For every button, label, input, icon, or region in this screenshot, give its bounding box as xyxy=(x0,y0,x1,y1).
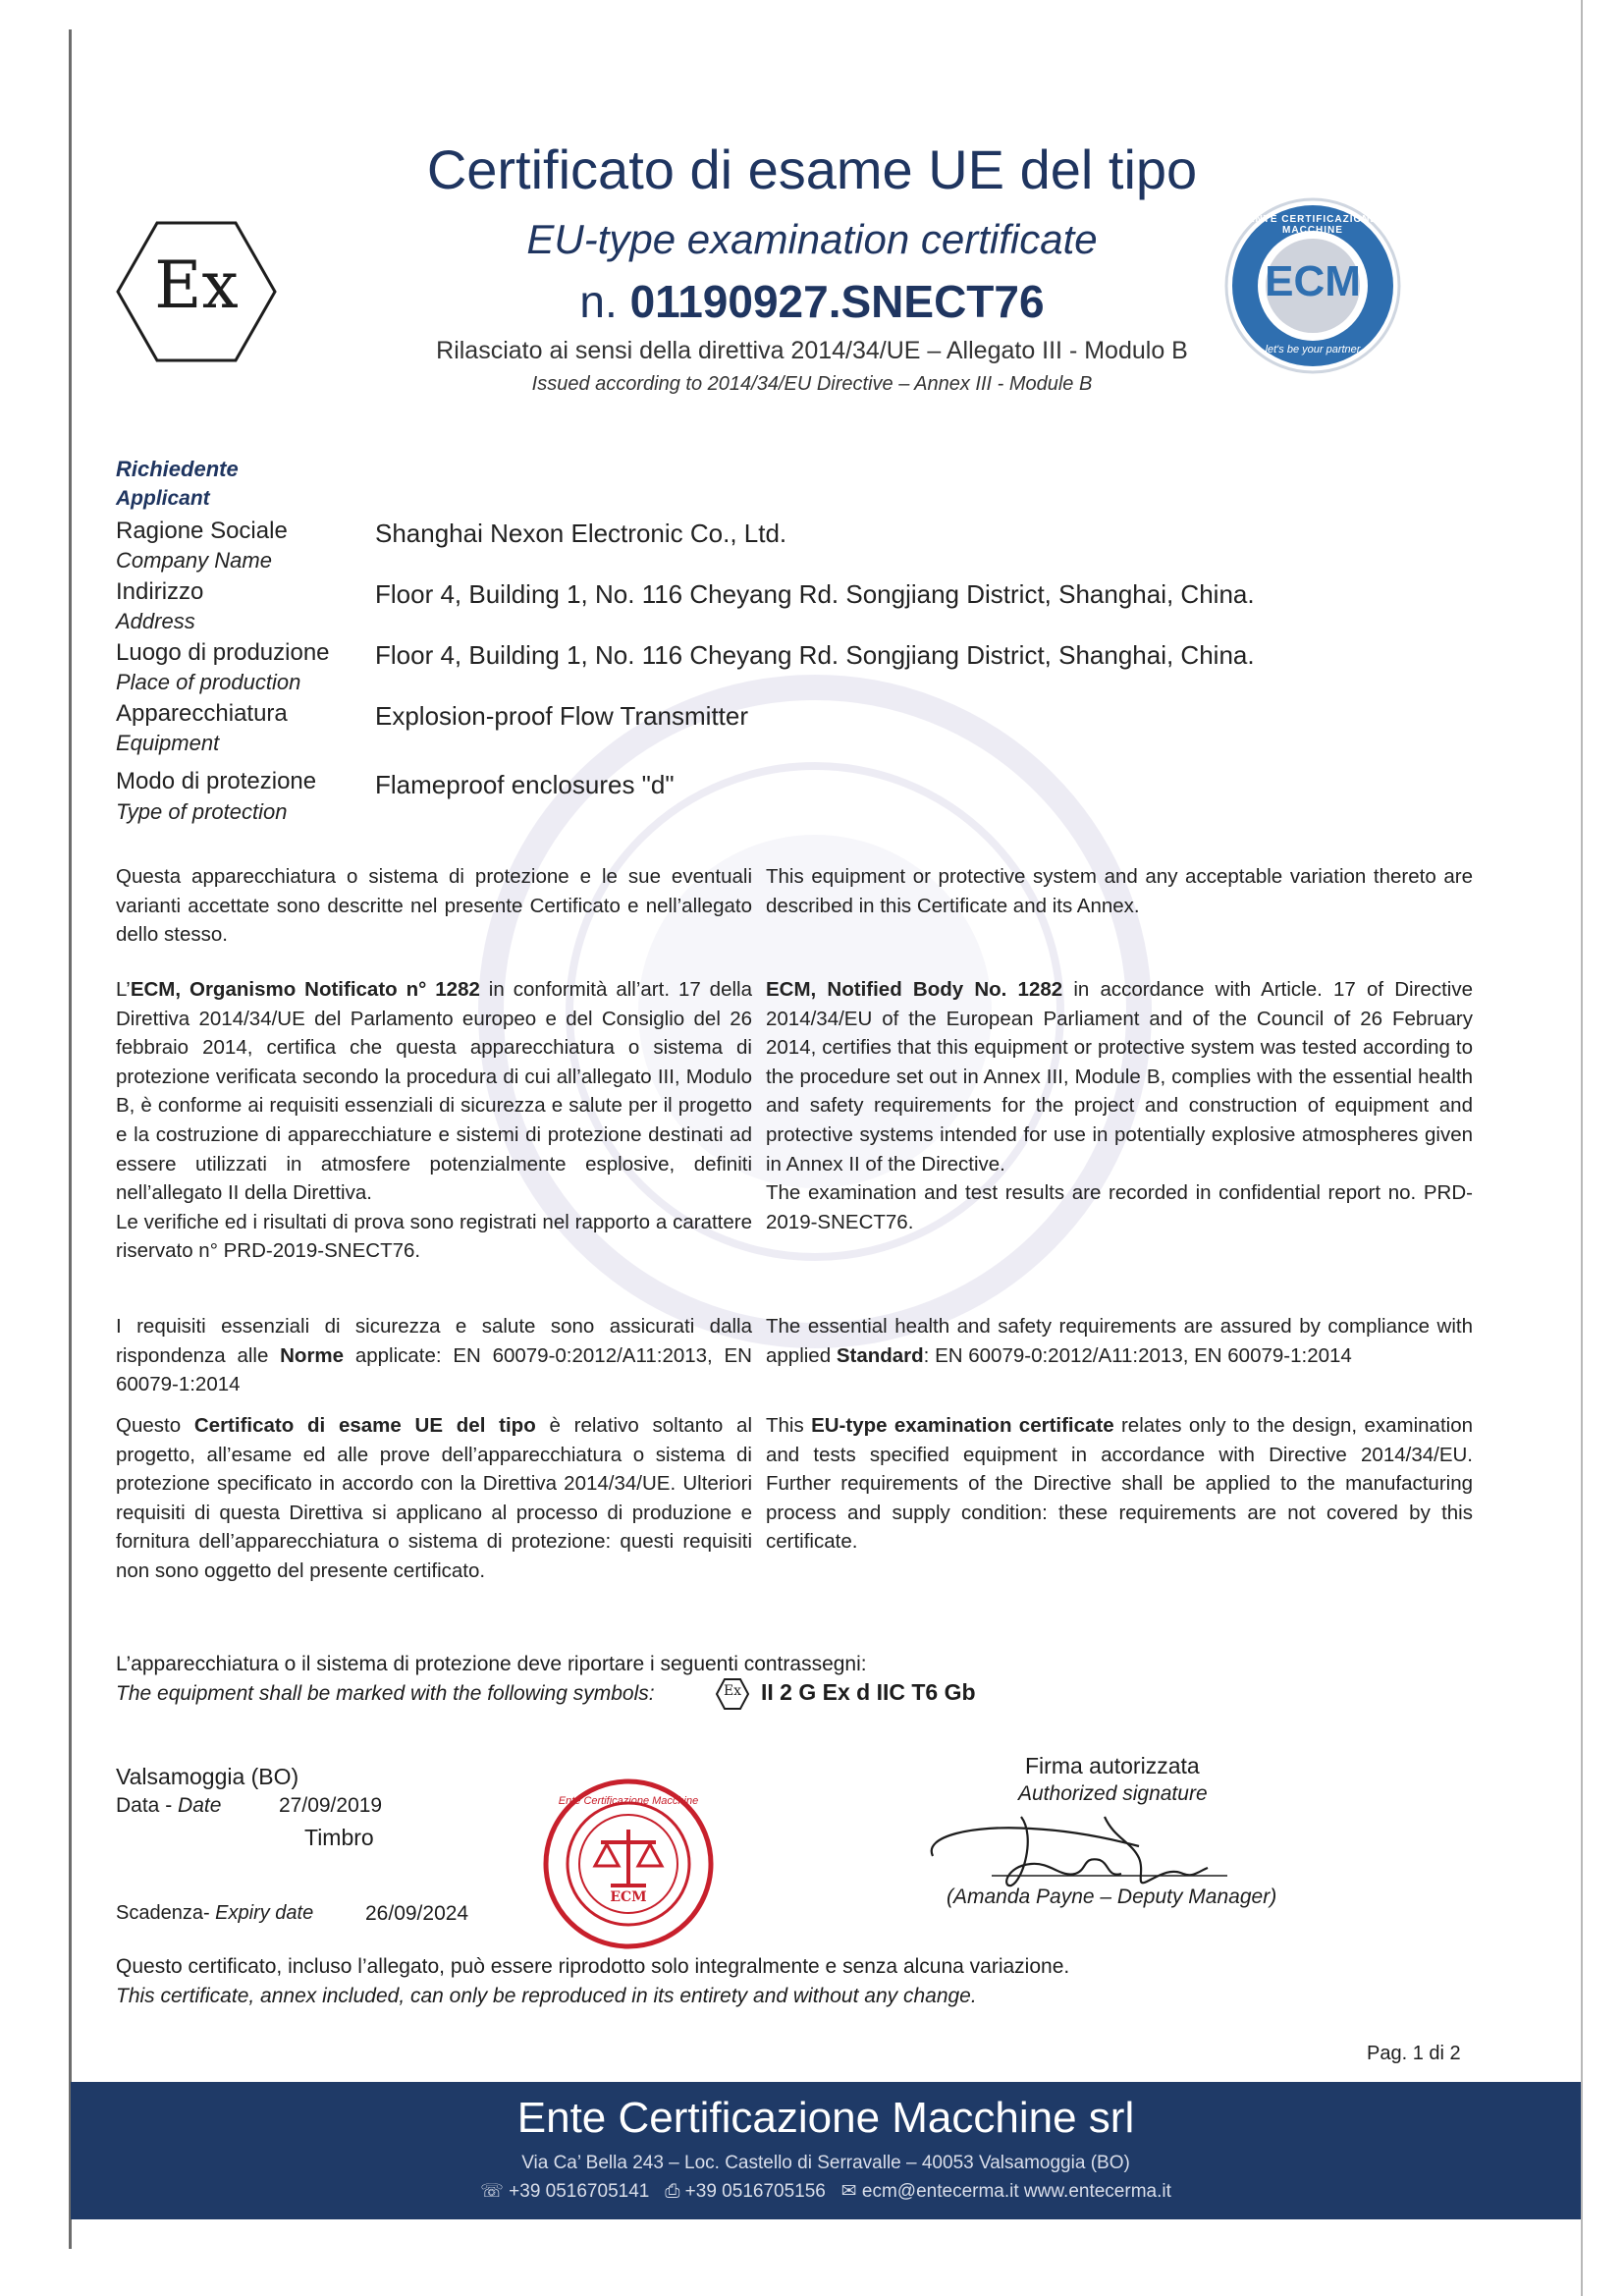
stamp-label: Timbro xyxy=(304,1825,374,1850)
footer-email[interactable]: ecm@entecerma.it xyxy=(861,2181,1019,2202)
footer-address: Via Ca’ Bella 243 – Loc. Castello di Serravalle – 40053 Valsamoggia (BO) xyxy=(521,2153,1130,2173)
signature-label-en: Authorized signature xyxy=(1018,1782,1208,1805)
applicant-heading-it: Richiedente xyxy=(116,457,239,481)
equipment-label-it: Apparecchiatura xyxy=(116,700,288,727)
paragraph-notified-body-it: L’ECM, Organismo Notificato n° 1282 in conformità all’art. 17 della Direttiva 2014/34/UE del Parlamento europeo e del Consiglio del 26 febbraio 2014, certifica che questa apparecchiatura o sistema di protezione verificata secondo la procedura di cui all’allegato III, Modulo B, è conforme ai requisiti essenziali di sicurezza e salute per il progetto e la costruzione di apparecchiature e sistemi di protezione destinati ad essere utilizzati in atmosfere potenzialmente esplosive, definiti nell’allegato II della Direttiva. Le verifiche ed i risultati di prova sono registrati nel rapporto a carattere riservato n° PRD-2019-SNECT76. xyxy=(116,978,752,1263)
footer-contacts xyxy=(71,2180,1581,2203)
page-number: Pag. 1 di 2 xyxy=(1367,2043,1461,2064)
fax-icon: ⎙ xyxy=(665,2181,680,2202)
footer-fax: +39 0516705156 xyxy=(684,2181,826,2202)
paragraph-standards-en: The essential health and safety requirements are assured by compliance with applied Standard: EN 60079-0:2012/A11:2013, EN 60079-1:2014 xyxy=(766,1315,1473,1367)
production-label-en: Place of production xyxy=(116,670,301,694)
marking-line-en: The equipment shall be marked with the following symbols: xyxy=(116,1682,655,1705)
number-value: 01190927.SNECT76 xyxy=(629,276,1045,327)
number-prefix: n. xyxy=(579,276,618,327)
paragraph-certificate-it: Questo Certificato di esame UE del tipo è relativo soltanto al progetto, all’esame ed alle prove dell’apparecchiatura o sistema di protezione specificato in accordo con la Direttiva 2014/34/UE. Ulteriori requisiti di questa Direttiva si applicano al processo di produzione e fornitura dell’apparecchiatura o sistema di protezione: questi requisiti non sono oggetto del presente certificato. xyxy=(116,1414,752,1582)
address-label-en: Address xyxy=(116,609,195,633)
footer-company-name: Ente Certificazione Macchine srl xyxy=(516,2094,1135,2142)
company-name-label-en: Company Name xyxy=(116,548,272,573)
applicant-heading-en: Applicant xyxy=(116,487,210,510)
signer-name: (Amanda Payne – Deputy Manager) xyxy=(947,1886,1277,1908)
paragraph-notified-body-en: ECM, Notified Body No. 1282 in accordance with Article. 17 of Directive 2014/34/EU of the European Parliament and of the Council of 26 February 2014, certifies that this equipment or protective system was tested according to the procedure set out in Annex III, Module B, complies with the essential health and safety requirements for the project and construction of equipment and protective systems intended for use in potentially explosive atmospheres given in Annex II of the Directive. The examination and test results are recorded in confidential report no. PRD-2019-SNECT76. xyxy=(766,978,1473,1233)
stamp-ring-text: Ente Certificazione Macchine xyxy=(558,1795,699,1807)
signature-label-it: Firma autorizzata xyxy=(1025,1753,1200,1778)
reproduction-it: Questo certificato, incluso l’allegato, può essere riprodotto solo integralmente e senza alcuna variazione. xyxy=(116,1955,1070,1978)
company-footer-band xyxy=(71,2082,1581,2219)
equipment-label-en: Equipment xyxy=(116,731,220,755)
certificate-number xyxy=(0,275,1624,328)
paragraph-standards-it: I requisiti essenziali di sicurezza e salute sono assicurati dalla rispondenza alle Norme applicate: EN 60079-0:2012/A11:2013, EN 60079-1:2014 xyxy=(116,1315,752,1396)
phone-icon: ☏ xyxy=(480,2181,504,2202)
place: Valsamoggia (BO) xyxy=(116,1764,299,1789)
title-english: EU-type examination certificate xyxy=(526,216,1098,262)
address-label-it: Indirizzo xyxy=(116,578,204,605)
expiry-value: 26/09/2024 xyxy=(365,1902,469,1925)
paragraph-scope-en: This equipment or protective system and any acceptable variation thereto are described in this Certificate and its Annex. xyxy=(766,865,1473,917)
ecm-badge-ring-text: ENTE CERTIFICAZIONE MACCHINE xyxy=(1247,214,1379,236)
protection-label-en: Type of protection xyxy=(116,799,288,824)
issued-english: Issued according to 2014/34/EU Directive – Annex III - Module B xyxy=(531,373,1093,395)
email-icon: ✉ xyxy=(840,2181,857,2202)
production-label-it: Luogo di produzione xyxy=(116,639,330,666)
company-name-value: Shanghai Nexon Electronic Co., Ltd. xyxy=(375,519,787,548)
equipment-value: Explosion-proof Flow Transmitter xyxy=(375,701,749,731)
title-italian: Certificato di esame UE del tipo xyxy=(426,138,1198,200)
company-name-label-it: Ragione Sociale xyxy=(116,518,288,544)
expiry-label: Scadenza- Expiry date xyxy=(116,1902,314,1924)
footer-web[interactable]: www.entecerma.it xyxy=(1023,2181,1171,2202)
protection-value: Flameproof enclosures "d" xyxy=(375,770,675,799)
reproduction-en: This certificate, annex included, can only be reproduced in its entirety and without any change. xyxy=(116,1985,977,2007)
paragraph-certificate-en: This EU-type examination certificate relates only to the design, examination and tests specified equipment in accordance with Directive 2014/34/EU. Further requirements of the Directive shall be applied to the manufacturing process and supply condition: these requirements are not covered by this certificate. xyxy=(766,1414,1473,1554)
date-label: Data - Date xyxy=(116,1794,222,1817)
marking-line-it: L’apparecchiatura o il sistema di protezione deve riportare i seguenti contrassegni: xyxy=(116,1653,867,1675)
issued-italian: Rilasciato ai sensi della direttiva 2014/34/UE – Allegato III - Modulo B xyxy=(436,337,1188,364)
ecm-badge-tagline: let's be your partner xyxy=(1265,344,1361,355)
marking-code: II 2 G Ex d IIC T6 Gb xyxy=(761,1679,976,1705)
address-value: Floor 4, Building 1, No. 116 Cheyang Rd. Songjiang District, Shanghai, China. xyxy=(375,579,1255,609)
ex-symbol: Ex xyxy=(154,247,239,323)
official-stamp xyxy=(540,1776,717,1952)
date-value: 27/09/2019 xyxy=(279,1794,383,1817)
ex-marking-letters: Ex xyxy=(723,1683,742,1699)
protection-label-it: Modo di protezione xyxy=(116,768,317,794)
production-value: Floor 4, Building 1, No. 116 Cheyang Rd. Songjiang District, Shanghai, China. xyxy=(375,640,1255,670)
ecm-badge-center: ECM xyxy=(1265,257,1361,305)
paragraph-scope-it: Questa apparecchiatura o sistema di protezione e le sue eventuali varianti accettate sono descritte nel presente Certificato e nell’allegato dello stesso. xyxy=(116,865,752,947)
stamp-center-text: ECM xyxy=(610,1889,647,1905)
footer-phone: +39 0516705141 xyxy=(509,2181,650,2202)
ex-marking-icon xyxy=(715,1677,750,1711)
